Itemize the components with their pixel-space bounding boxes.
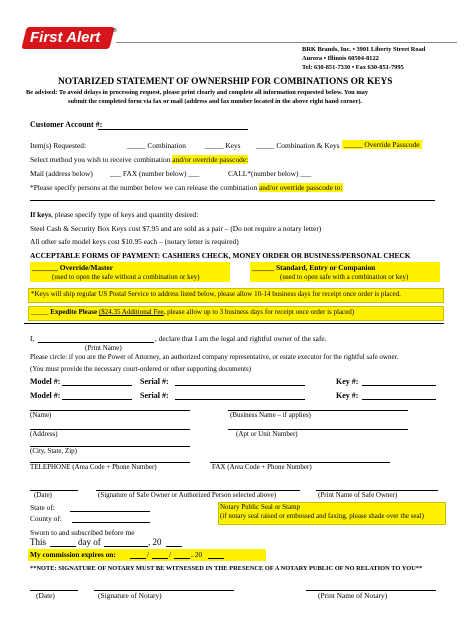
commission-year-field[interactable] xyxy=(208,558,224,559)
commission-sep2: / xyxy=(169,550,172,559)
page-title: NOTARIZED STATEMENT OF OWNERSHIP FOR COMBINATIONS OR KEYS xyxy=(58,77,393,87)
notary-seal-title: Notary Public Seal or Stamp xyxy=(220,503,301,511)
notary-signature-caption: (Signature of Notary) xyxy=(98,591,162,600)
if-keys-bold: If keys xyxy=(30,210,52,219)
method-fax[interactable]: ___ FAX (number below) ___ xyxy=(110,169,200,178)
commission-sep1: / xyxy=(147,550,150,559)
address-caption: (Address) xyxy=(30,430,58,438)
serial-label: Serial #: xyxy=(140,391,169,400)
item-combination-keys[interactable]: _____ Combination & Keys xyxy=(256,141,340,150)
advisory-line2: submit the completed form via fax or mail (address and fax number located in the above right hand corner). xyxy=(68,98,363,105)
payment-heading: ACCEPTABLE FORMS OF PAYMENT: CASHIERS CHECK, MONEY ORDER OR BUSINESS/PERSONAL CHECK xyxy=(30,251,411,260)
other-keys-info: All other safe model keys cost $10.95 each – (notary letter is required) xyxy=(30,237,239,246)
model-label: Model #: xyxy=(30,391,61,400)
county-field[interactable] xyxy=(72,522,150,523)
expedite-label: Expedite Please xyxy=(50,308,98,316)
serial-label: Serial #: xyxy=(140,377,169,386)
city-caption: (City, State, Zip) xyxy=(30,447,77,455)
notary-print-name-caption: (Print Name of Notary) xyxy=(318,591,388,600)
sworn-month-field[interactable] xyxy=(104,546,148,547)
customer-account-field[interactable] xyxy=(98,129,248,130)
advisory-line1: Be advised: To avoid delays in processing request, please print clearly and complete all information requested below. You may xyxy=(26,89,369,96)
section-divider xyxy=(24,323,444,324)
county-label: County of: xyxy=(30,514,62,523)
sworn-day-of: day of xyxy=(78,537,101,547)
standard-note: (used to open safe with a combination or key) xyxy=(280,273,409,281)
model-label: Model #: xyxy=(30,377,61,386)
if-keys-rest: , please specify type of keys and quantity desired: xyxy=(51,210,199,219)
select-method-text xyxy=(30,155,248,164)
standard-option[interactable]: ______ Standard, Entry or Companion xyxy=(252,263,376,272)
items-label: Item(s) Requested: xyxy=(30,141,87,150)
method-mail[interactable]: Mail (address below) xyxy=(30,169,93,178)
if-keys-text xyxy=(30,210,198,219)
customer-account-label: Customer Account #: xyxy=(30,120,103,129)
method-call[interactable]: CALL*(number below) ___ xyxy=(228,169,312,178)
sworn-text: Sworn to and subscribed before me xyxy=(30,528,135,537)
specify-persons-highlight: and/or override passcode to: xyxy=(259,183,343,192)
brand-logo: First Alert xyxy=(30,29,101,46)
usps-note: *Keys will ship regular US Postal Service to address listed below, please allow 10-14 business days for receipt once order is placed. xyxy=(31,290,401,298)
model-field[interactable] xyxy=(62,399,132,400)
item-combination[interactable]: _____ Combination xyxy=(127,141,186,150)
date-caption: (Date) xyxy=(34,491,52,499)
declaration-name-field[interactable] xyxy=(38,342,154,343)
commission-yy-field[interactable] xyxy=(174,558,190,559)
specify-persons-label: *Please specify persons at the number below we can release the combination xyxy=(30,183,260,192)
name-field[interactable] xyxy=(30,410,190,411)
declaration-prefix: I, xyxy=(30,334,35,343)
owner-signature-caption: (Signature of Safe Owner or Authorized Person selected above) xyxy=(98,491,277,499)
model-field[interactable] xyxy=(62,385,132,386)
select-method-label: Select method you wish to receive combination xyxy=(30,155,173,164)
key-label: Key #: xyxy=(336,377,359,386)
commission-month-field[interactable] xyxy=(130,558,146,559)
item-keys[interactable]: _____ Keys xyxy=(205,141,241,150)
expedite-option[interactable] xyxy=(31,308,354,316)
sworn-year-field[interactable] xyxy=(166,546,182,547)
key-field[interactable] xyxy=(362,385,436,386)
documents-note: (You must provide the necessary court-ordered or other supporting documents) xyxy=(30,365,252,373)
notary-warning: **NOTE: SIGNATURE OF NOTARY MUST BE WITNESSED IN THE PRESENCE OF A NOTARY PUBLIC OF NO RELATION TO YOU** xyxy=(30,565,423,572)
serial-field[interactable] xyxy=(175,399,305,400)
company-address-line1: BRK Brands, Inc. • 3901 Liberty Street Road xyxy=(302,46,426,53)
header-divider xyxy=(116,42,457,43)
telephone-caption: TELEPHONE (Area Code + Phone Number) xyxy=(30,463,157,471)
print-name-caption: (Print Name) xyxy=(85,344,122,352)
key-field[interactable] xyxy=(362,399,436,400)
notary-seal-instruction: (if notary seal raised or embossed and faxing, please shade over the seal) xyxy=(220,512,424,520)
sworn-year-label: , 20 xyxy=(148,537,162,547)
sworn-day-field[interactable] xyxy=(50,546,76,547)
expedite-rest: , please allow up to 3 business days for receipt once order is placed) xyxy=(163,308,355,316)
notary-date-caption: (Date) xyxy=(36,591,55,600)
expedite-blank: _____ xyxy=(31,308,51,316)
select-method-highlight: and/or override passcode: xyxy=(172,155,249,164)
state-field[interactable] xyxy=(70,511,150,512)
registered-mark: ® xyxy=(113,28,117,34)
persons-field[interactable] xyxy=(30,200,435,201)
declaration-text: , declare that I am the legal and rightful owner of the safe. xyxy=(155,334,327,343)
item-override-passcode[interactable]: _____ Override Passcode xyxy=(344,140,420,149)
state-label: State of: xyxy=(30,503,55,512)
sworn-this: This xyxy=(30,537,47,547)
commission-year-label: , 20 xyxy=(191,550,203,559)
commission-label: My commission expires on: xyxy=(30,550,116,559)
expedite-fee: ($24.35 Additional Fee xyxy=(98,308,164,316)
steel-keys-info: Steel Cash & Security Box Keys cost $7.95 and are sold as a pair – (Do not require a notary letter) xyxy=(30,224,322,233)
commission-day-field[interactable] xyxy=(152,558,168,559)
key-label: Key #: xyxy=(336,391,359,400)
serial-field[interactable] xyxy=(175,385,305,386)
company-address-line2: Aurora • Illinois 60504-8122 xyxy=(302,55,379,62)
specify-persons-text xyxy=(30,183,343,192)
circle-instruction: Please circle: if you are the Power of Attorney, an authorized company representative, or estate executor for the rightful safe owner. xyxy=(30,353,399,361)
apt-caption: (Apt or Unit Number) xyxy=(236,430,298,438)
business-name-caption: (Business Name – if applies) xyxy=(230,411,311,419)
company-contact: Tel: 630-851-7330 • Fax 630-851-7995 xyxy=(302,64,404,71)
name-caption: (Name) xyxy=(30,411,52,419)
fax-caption: FAX (Area Code + Phone Number) xyxy=(212,463,312,471)
override-master-option[interactable]: _______ Override/Master xyxy=(32,263,114,272)
owner-print-name-caption: (Print Name of Safe Owner) xyxy=(318,491,398,499)
override-master-note: (used to open the safe without a combination or key) xyxy=(52,273,200,281)
